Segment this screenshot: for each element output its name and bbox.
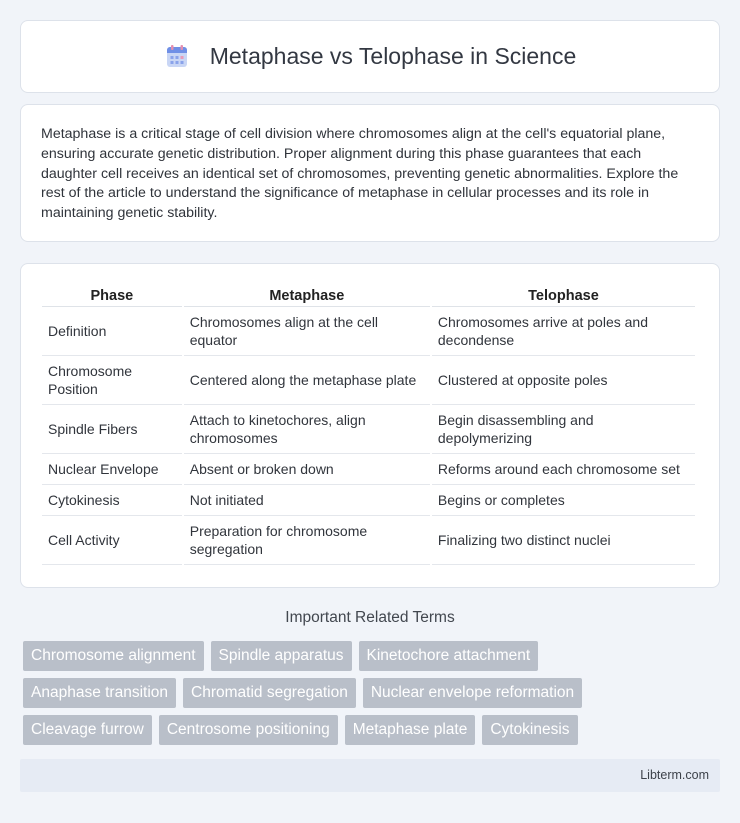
intro-paragraph: Metaphase is a critical stage of cell division where chromosomes align at the cell's equatorial plane, ensuring accurate genetic distribution. Proper alignment during this phase guarantees that each daughter cell receives an identical set of chromosomes, preventing genetic abnormalities. Explore the rest of the article to understand the significance of metaphase in cellular processes and its role in maintaining genetic stability. bbox=[41, 126, 679, 222]
row-label: Cytokinesis bbox=[42, 485, 182, 516]
calendar-grid-icon bbox=[164, 44, 190, 70]
metaphase-cell: Centered along the metaphase plate bbox=[184, 356, 430, 405]
column-header-metaphase: Metaphase bbox=[184, 286, 430, 307]
footer-site-link[interactable]: Libterm.com bbox=[640, 768, 709, 782]
row-label: Nuclear Envelope bbox=[42, 454, 182, 485]
table-row bbox=[42, 516, 695, 565]
metaphase-cell: Not initiated bbox=[184, 485, 430, 516]
tag-centrosome-positioning[interactable]: Centrosome positioning bbox=[159, 715, 338, 745]
row-label: Chromosome Position bbox=[42, 356, 182, 405]
table-row bbox=[42, 307, 695, 356]
row-label: Spindle Fibers bbox=[42, 405, 182, 454]
page-title: Metaphase vs Telophase in Science bbox=[209, 43, 577, 69]
comparison-table bbox=[40, 286, 697, 565]
tag-chromatid-segregation[interactable]: Chromatid segregation bbox=[183, 678, 356, 708]
tag-nuclear-envelope-reformation[interactable]: Nuclear envelope reformation bbox=[363, 678, 582, 708]
column-header-phase: Phase bbox=[42, 286, 182, 307]
table-row bbox=[42, 356, 695, 405]
metaphase-cell: Preparation for chromosome segregation bbox=[184, 516, 430, 565]
row-label: Definition bbox=[42, 307, 182, 356]
telophase-cell: Begins or completes bbox=[432, 485, 695, 516]
tag-row bbox=[23, 678, 723, 708]
footer bbox=[20, 759, 720, 792]
table-header-row bbox=[42, 286, 695, 307]
related-terms-title: Important Related Terms bbox=[285, 609, 455, 626]
tag-metaphase-plate[interactable]: Metaphase plate bbox=[345, 715, 476, 745]
telophase-cell: Clustered at opposite poles bbox=[432, 356, 695, 405]
intro-card bbox=[20, 104, 720, 242]
header-card bbox=[20, 20, 720, 93]
column-header-telophase: Telophase bbox=[432, 286, 695, 307]
telophase-cell: Finalizing two distinct nuclei bbox=[432, 516, 695, 565]
related-terms-list bbox=[23, 641, 723, 752]
metaphase-cell: Attach to kinetochores, align chromosomes bbox=[184, 405, 430, 454]
table-row bbox=[42, 454, 695, 485]
table-row bbox=[42, 405, 695, 454]
metaphase-cell: Absent or broken down bbox=[184, 454, 430, 485]
comparison-table-card bbox=[20, 263, 720, 588]
table-row bbox=[42, 485, 695, 516]
telophase-cell: Reforms around each chromosome set bbox=[432, 454, 695, 485]
tag-row bbox=[23, 715, 723, 745]
tag-cytokinesis[interactable]: Cytokinesis bbox=[482, 715, 577, 745]
tag-cleavage-furrow[interactable]: Cleavage furrow bbox=[23, 715, 152, 745]
tag-kinetochore-attachment[interactable]: Kinetochore attachment bbox=[359, 641, 539, 671]
metaphase-cell: Chromosomes align at the cell equator bbox=[184, 307, 430, 356]
telophase-cell: Chromosomes arrive at poles and decondense bbox=[432, 307, 695, 356]
tag-chromosome-alignment[interactable]: Chromosome alignment bbox=[23, 641, 204, 671]
tag-anaphase-transition[interactable]: Anaphase transition bbox=[23, 678, 176, 708]
row-label: Cell Activity bbox=[42, 516, 182, 565]
tag-row bbox=[23, 641, 723, 671]
telophase-cell: Begin disassembling and depolymerizing bbox=[432, 405, 695, 454]
tag-spindle-apparatus[interactable]: Spindle apparatus bbox=[211, 641, 352, 671]
